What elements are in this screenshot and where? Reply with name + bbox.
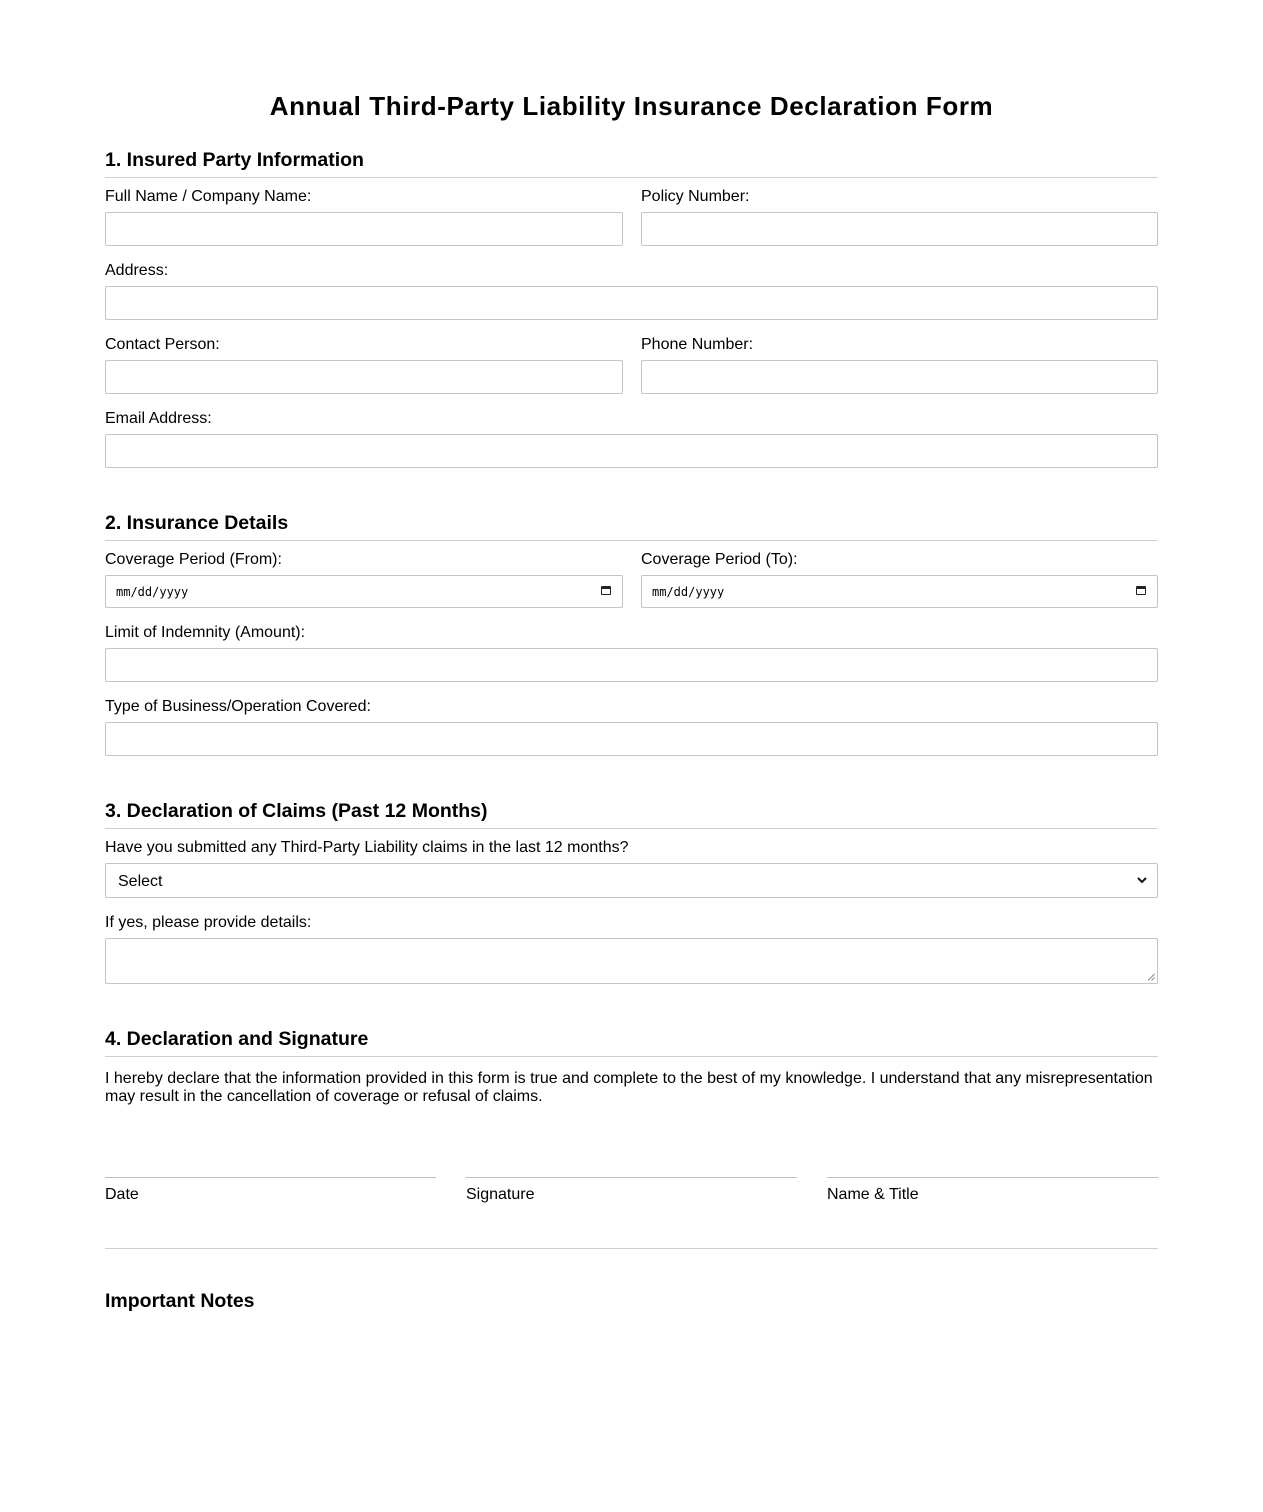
policy-number-input[interactable] (641, 212, 1158, 246)
calendar-icon[interactable] (601, 586, 611, 595)
coverage-to-date-placeholder: mm/dd/yyyy (652, 585, 725, 599)
claims-details-label: If yes, please provide details: (105, 914, 312, 931)
email-label: Email Address: (105, 410, 212, 427)
date-signature-label: Date (105, 1186, 139, 1203)
policy-number-label: Policy Number: (641, 188, 750, 205)
email-input[interactable] (105, 434, 1158, 468)
limit-of-indemnity-label: Limit of Indemnity (Amount): (105, 624, 306, 641)
page-title: Annual Third-Party Liability Insurance Declaration Form (269, 91, 994, 121)
important-notes-heading: Important Notes (105, 1290, 255, 1312)
declaration-form (105, 0, 1158, 1312)
claims-details-textarea[interactable] (105, 938, 1158, 984)
address-label: Address: (105, 262, 169, 279)
business-type-input[interactable] (105, 722, 1158, 756)
date-signature-line (105, 1177, 436, 1178)
resize-handle-icon[interactable] (1147, 973, 1155, 981)
section-heading-claims: 3. Declaration of Claims (Past 12 Months) (105, 799, 1158, 829)
coverage-from-date-placeholder: mm/dd/yyyy (116, 585, 189, 599)
declaration-statement: I hereby declare that the information provided in this form is true and complete to the best of my knowledge. I understand that any misrepresentation may result in the cancellation of coverage or refusal of claims. (105, 1070, 1153, 1105)
limit-of-indemnity-input[interactable] (105, 648, 1158, 682)
business-type-label: Type of Business/Operation Covered: (105, 698, 371, 715)
chevron-down-icon[interactable] (1135, 873, 1149, 887)
claims-select[interactable] (105, 863, 1158, 898)
section-heading-insurance-details: 2. Insurance Details (105, 511, 1158, 541)
phone-number-label: Phone Number: (641, 336, 754, 353)
coverage-from-label: Coverage Period (From): (105, 551, 282, 568)
section-heading-declaration: 4. Declaration and Signature (105, 1027, 1158, 1057)
coverage-to-label: Coverage Period (To): (641, 551, 798, 568)
claims-select-value: Select (118, 873, 163, 890)
coverage-to-date-input[interactable] (641, 575, 1158, 608)
address-input[interactable] (105, 286, 1158, 320)
section-divider (105, 1248, 1158, 1249)
coverage-from-date-input[interactable] (105, 575, 623, 608)
name-title-signature-line (827, 1177, 1158, 1178)
signature-line (466, 1177, 797, 1178)
signature-label: Signature (466, 1186, 535, 1203)
phone-number-input[interactable] (641, 360, 1158, 394)
calendar-icon[interactable] (1136, 586, 1146, 595)
contact-person-label: Contact Person: (105, 336, 220, 353)
contact-person-input[interactable] (105, 360, 623, 394)
section-heading-insured-party: 1. Insured Party Information (105, 148, 1158, 178)
full-name-input[interactable] (105, 212, 623, 246)
full-name-label: Full Name / Company Name: (105, 188, 312, 205)
name-title-label: Name & Title (827, 1186, 919, 1203)
claims-question-label: Have you submitted any Third-Party Liability claims in the last 12 months? (105, 839, 629, 856)
